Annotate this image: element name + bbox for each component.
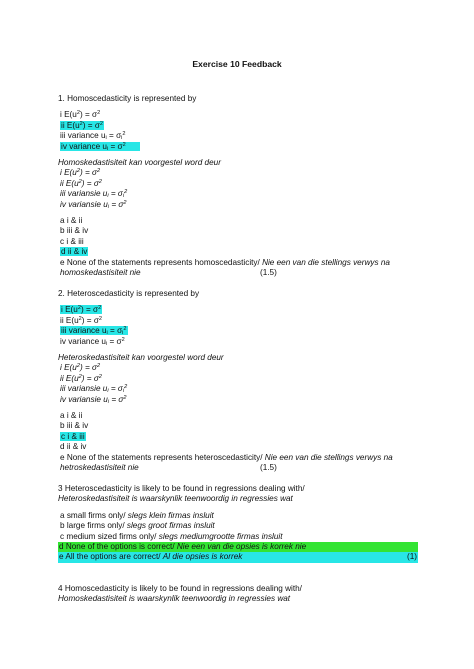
statement-iii: iii variance $u_i = \sigma_i^2$: [60, 131, 126, 142]
page-title: Exercise 10 Feedback: [192, 59, 282, 69]
option-e-cont: homoskedastisiteit nie (1.5): [60, 268, 277, 278]
afr-statement-iii: iii variansie $u_i = \sigma_i^2$: [60, 189, 128, 200]
statement-ii: ii $E(u^2) = \sigma^2$: [61, 120, 104, 130]
afr-question-text: Homoskedastisiteit kan voorgestel word deur: [58, 158, 221, 168]
afr-question-text: Heteroskedastisiteit kan voorgestel word deur: [58, 353, 224, 363]
question-text: 4 Homoscedasticity is likely to be found in regressions dealing with/: [58, 584, 302, 593]
marks: (1.5): [260, 463, 277, 473]
statement-i: i $E(u^2) = \sigma^2$: [61, 305, 102, 315]
afr-statement-ii: ii $E(u^2) = \sigma^2$: [60, 373, 102, 383]
afr-statement-i: i $E(u^2) = \sigma^2$: [60, 168, 101, 178]
option-c-correct: c i & iii: [61, 431, 85, 441]
question-text: 2. Heteroscedasticity is represented by: [58, 289, 200, 298]
option-e: e None of the statements represents heteroscedasticity/ Nie een van die stellings verwys na: [60, 452, 393, 462]
statement-ii: ii $E(u^2) = \sigma^2$: [60, 315, 103, 325]
afr-statement-iii: iii variansie $u_i = \sigma_i^2$: [60, 384, 128, 395]
question-text-afr: Heteroskedastisiteit is waarskynlik teenwoordig in regressies wat: [58, 494, 293, 504]
option-b: b iii & iv: [60, 421, 89, 431]
question-1: [58, 94, 418, 279]
question-3: [58, 484, 418, 563]
afr-statement-iv: iv variansie $u_i = \sigma^2$: [60, 199, 127, 210]
afr-statement-iv: iv variansie $u_i = \sigma^2$: [60, 394, 127, 405]
afr-statement-ii: ii $E(u^2) = \sigma^2$: [60, 178, 102, 188]
question-text: 3 Heteroscedasticity is likely to be found in regressions dealing with/: [58, 484, 305, 493]
afr-statement-i: i $E(u^2) = \sigma^2$: [60, 363, 101, 373]
option-e: e None of the statements represents homoscedasticity/ Nie een van die stellings verwys na: [60, 257, 390, 267]
option-c: c medium sized firms only/ slegs mediumgrootte firmas insluit: [60, 531, 283, 541]
question-4: [58, 584, 418, 605]
question-2: [58, 289, 418, 474]
option-b: b iii & iv: [60, 226, 89, 236]
option-d: d ii & iv: [60, 442, 87, 452]
option-d-correct: d None of the options is correct/ Nie een van die opsies is korrek nie: [58, 542, 418, 552]
question-text-afr: Homoskedastisiteit is waarskynlik teenwoordig in regressies wat: [58, 594, 291, 604]
option-a: a i & ii: [60, 411, 83, 421]
statement-iv: iv variance $u_i = \sigma^2$: [58, 142, 418, 152]
statement-iv: iv variance $u_i = \sigma^2$: [60, 336, 125, 347]
option-a: a small firms only/ slegs klein firmas insluit: [60, 510, 214, 520]
option-e-cont: hetroskedastisiteit nie (1.5): [60, 463, 277, 473]
marks: (1.5): [260, 268, 277, 278]
option-a: a i & ii: [60, 216, 83, 226]
option-b: b large firms only/ slegs groot firmas insluit: [60, 521, 215, 531]
statement-i: i $E(u^2) = \sigma^2$: [60, 110, 101, 120]
option-d-correct: d ii & iv: [61, 247, 88, 257]
marks: (1): [406, 552, 417, 562]
option-e-correct: e All the options are correct/ Al die opsies is korrek (1): [59, 552, 417, 562]
option-c: c i & iii: [60, 236, 84, 246]
statement-iii: iii variance $u_i = \sigma_i^2$: [61, 326, 127, 337]
question-text: 1. Homoscedasticity is represented by: [58, 94, 197, 103]
